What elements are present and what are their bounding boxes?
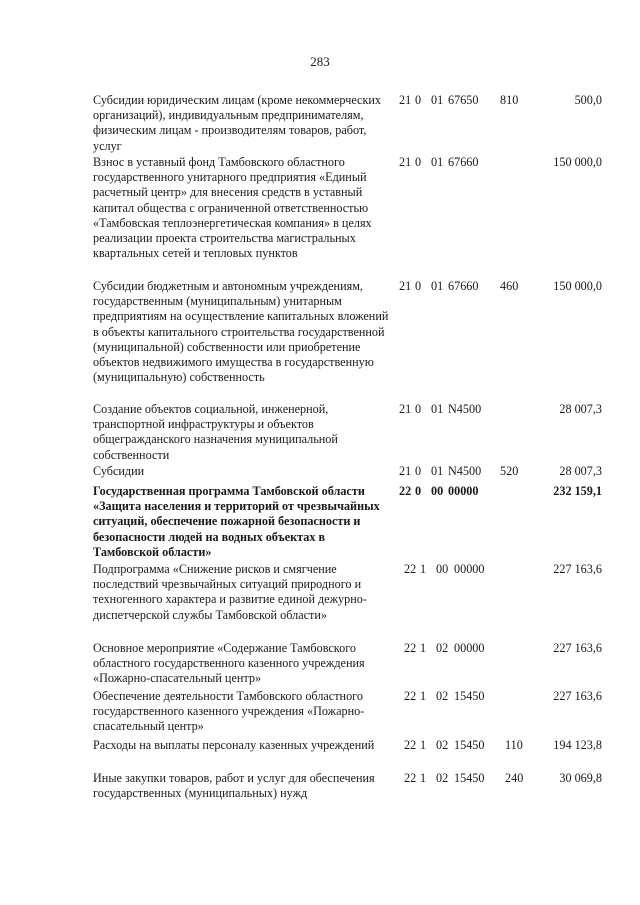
code-direction: N4500	[448, 464, 482, 478]
code-direction: 67650	[448, 93, 479, 107]
code-subprogram: 1	[420, 738, 427, 752]
amount: 28 007,3	[559, 402, 602, 416]
code-direction: 15450	[454, 771, 485, 785]
code-subprogram: 1	[420, 689, 427, 703]
code-direction: 15450	[454, 738, 485, 752]
expense-type: 810	[500, 93, 519, 107]
expense-type: 240	[505, 771, 524, 785]
row-description: Основное мероприятие «Содержание Тамбовского областного государственного казенного учреждения «Пожарно-спасательный центр»	[93, 641, 365, 686]
row-description: Субсидии бюджетным и автономным учреждениям, государственным (муниципальным) унитарным предприятиям на осуществление капитальных вложений в объекты капитального строительства государственной (муниципальной) собственности или приобретение объектов недвижимого имущества в государственную (муниципальную) собственность	[93, 279, 389, 385]
amount: 227 163,6	[553, 641, 602, 655]
code-program: 21	[399, 93, 412, 107]
code-event: 02	[436, 689, 449, 703]
code-event: 01	[431, 93, 444, 107]
code-program: 22	[404, 562, 417, 576]
code-subprogram: 0	[415, 155, 422, 169]
code-program: 22	[399, 484, 412, 498]
code-subprogram: 1	[420, 641, 427, 655]
code-subprogram: 0	[415, 402, 422, 416]
code-event: 01	[431, 402, 444, 416]
expense-type: 520	[500, 464, 519, 478]
code-direction: 67660	[448, 155, 479, 169]
row-description: Государственная программа Тамбовской области «Защита населения и территорий от чрезвычайных ситуаций, обеспечение пожарной безопасности и безопасности людей на водных объектах в Тамбовской области»	[93, 484, 380, 559]
row-description: Субсидии юридическим лицам (кроме некоммерческих организаций), индивидуальным предпринимателям, физическим лицам - производителям товаров, работ, услуг	[93, 93, 381, 153]
row-description: Взнос в уставный фонд Тамбовского областного государственного унитарного предприятия «Единый расчетный центр» для внесения средств в уставный капитал общества с ограниченной ответственностью «Тамбовская теплоэнергетическая компания» в целях реализации проекта строительства магистральных квартальных сетей и тепловых пунктов	[93, 155, 372, 261]
amount: 232 159,1	[553, 484, 602, 498]
code-event: 00	[436, 562, 449, 576]
code-program: 22	[404, 738, 417, 752]
code-event: 01	[431, 279, 444, 293]
code-subprogram: 1	[420, 562, 427, 576]
code-event: 01	[431, 155, 444, 169]
code-event: 02	[436, 738, 449, 752]
code-program: 21	[399, 155, 412, 169]
code-program: 21	[399, 402, 412, 416]
code-subprogram: 0	[415, 93, 422, 107]
code-event: 00	[431, 484, 444, 498]
expense-type: 460	[500, 279, 519, 293]
code-subprogram: 0	[415, 464, 422, 478]
code-program: 21	[399, 464, 412, 478]
code-subprogram: 0	[415, 279, 422, 293]
code-direction: 00000	[448, 484, 479, 498]
code-program: 21	[399, 279, 412, 293]
code-event: 01	[431, 464, 444, 478]
row-description: Субсидии	[93, 464, 145, 478]
code-program: 22	[404, 689, 417, 703]
code-event: 02	[436, 771, 449, 785]
row-description: Обеспечение деятельности Тамбовского областного государственного казенного учреждения «Пожарно-спасательный центр»	[93, 689, 365, 734]
page-number: 283	[310, 54, 330, 69]
code-direction: N4500	[448, 402, 482, 416]
amount: 150 000,0	[553, 279, 602, 293]
amount: 150 000,0	[553, 155, 602, 169]
amount: 194 123,8	[553, 738, 602, 752]
amount: 500,0	[574, 93, 602, 107]
code-direction: 00000	[454, 562, 485, 576]
row-description: Создание объектов социальной, инженерной, транспортной инфраструктуры и объектов общегражданского назначения муниципальной собственности	[93, 402, 338, 462]
code-direction: 15450	[454, 689, 485, 703]
code-subprogram: 1	[420, 771, 427, 785]
code-direction: 67660	[448, 279, 479, 293]
row-description: Подпрограмма «Снижение рисков и смягчение последствий чрезвычайных ситуаций природного и техногенного характера и развитие единой дежурно-диспетчерской службы Тамбовской области»	[93, 562, 367, 622]
row-description: Иные закупки товаров, работ и услуг для обеспечения государственных (муниципальных) нужд	[93, 771, 375, 801]
code-program: 22	[404, 641, 417, 655]
amount: 30 069,8	[559, 771, 602, 785]
expense-type: 110	[505, 738, 523, 752]
code-program: 22	[404, 771, 417, 785]
code-event: 02	[436, 641, 449, 655]
amount: 227 163,6	[553, 562, 602, 576]
code-subprogram: 0	[415, 484, 422, 498]
amount: 227 163,6	[553, 689, 602, 703]
row-description: Расходы на выплаты персоналу казенных учреждений	[93, 738, 375, 752]
amount: 28 007,3	[559, 464, 602, 478]
code-direction: 00000	[454, 641, 485, 655]
